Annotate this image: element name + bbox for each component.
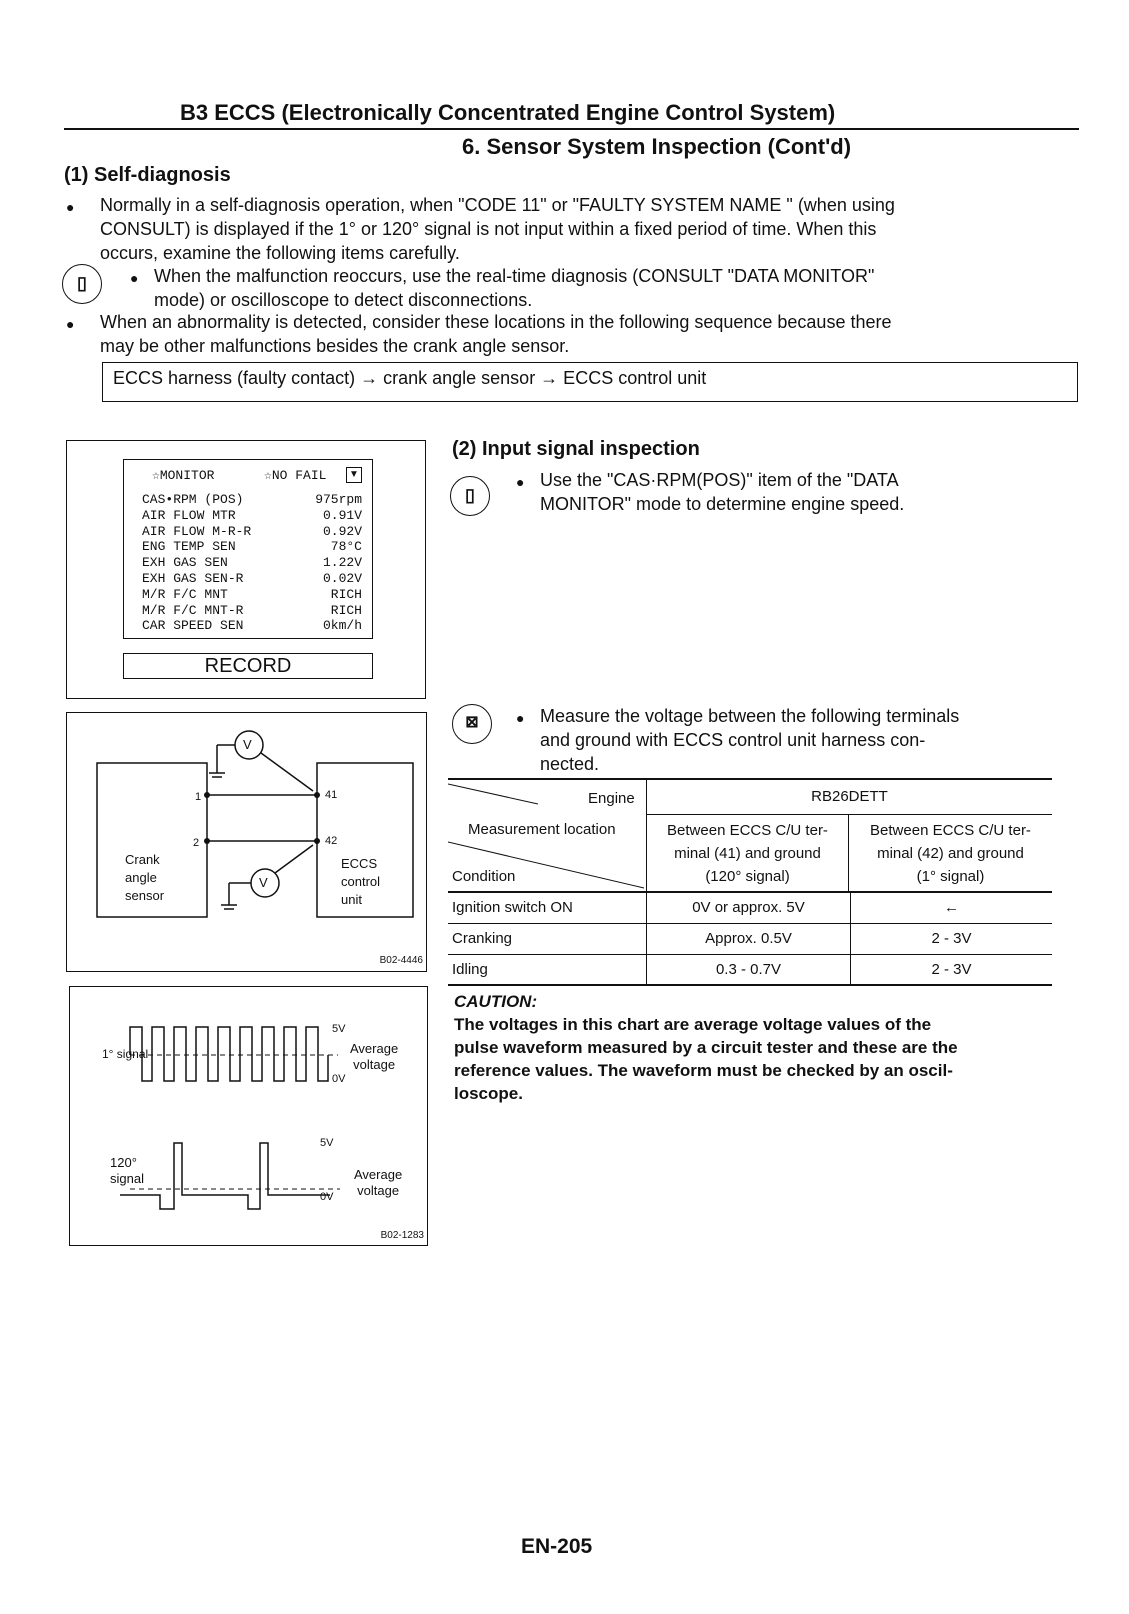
v5-label-120: 5V	[320, 1137, 334, 1149]
bullet-icon: ●	[516, 474, 525, 490]
row-condition: Idling	[448, 954, 647, 985]
pin41-label: 41	[325, 789, 338, 801]
bullet1-line2: CONSULT) is displayed if the 1° or 120° signal is not input within a fixed period of time. When this	[100, 219, 877, 239]
monitor-screen	[123, 459, 373, 639]
meter-bottom-label: V	[259, 875, 268, 890]
col42-l2: minal (42) and ground	[877, 845, 1024, 862]
section-title: 6. Sensor System Inspection (Cont'd)	[462, 134, 852, 159]
v5-label-1: 5V	[332, 1023, 346, 1035]
monitor-row-value: RICH	[330, 602, 362, 618]
monitor-row-label: CAS•RPM (POS)	[142, 492, 244, 507]
monitor-row-value: 0.91V	[322, 507, 362, 523]
v0-label-120: 0V	[320, 1191, 334, 1203]
signal-120deg-wave	[120, 1143, 330, 1209]
input-line1: Use the "CAS·RPM(POS)" item of the "DATA	[540, 470, 899, 490]
measurement-label: Measurement location	[468, 821, 616, 838]
row-v41: 0V or approx. 5V	[647, 892, 851, 923]
bullet2-line1: When an abnormality is detected, consider these locations in the following sequence because there	[100, 312, 892, 332]
monitor-row-label: EXH GAS SEN-R	[142, 570, 244, 586]
monitor-row	[142, 508, 362, 524]
pin1-label: 1	[195, 791, 202, 803]
row-v41: Approx. 0.5V	[647, 923, 851, 954]
header-right	[647, 780, 1053, 892]
average-word-1: Average	[350, 1041, 399, 1056]
col41-header	[647, 815, 849, 891]
document-title: B3 ECCS (Electronically Concentrated Engine Control System)	[180, 100, 836, 125]
monitor-row	[142, 539, 362, 555]
voltage-table	[448, 780, 1052, 986]
engine-label: Engine	[588, 790, 635, 807]
waveform-svg	[70, 987, 426, 1243]
scroll-down-icon: ▼	[346, 467, 362, 483]
monitor-figure	[66, 440, 426, 699]
monitor-header-left: ☆MONITOR	[152, 468, 215, 483]
measure-text	[540, 704, 1050, 776]
waveform-figure	[69, 986, 428, 1246]
sig120-deg: 120°	[110, 1155, 137, 1170]
pin41-dot	[314, 792, 320, 798]
monitor-header-right: ☆NO FAIL	[264, 468, 327, 483]
row-condition: Cranking	[448, 923, 647, 954]
sig120-word: signal	[110, 1171, 144, 1186]
no-consult-icon: ⊠	[452, 704, 492, 744]
sub-line1: When the malfunction reoccurs, use the real-time diagnosis (CONSULT "DATA MONITOR"	[154, 266, 875, 286]
bullet-icon: ●	[516, 710, 525, 726]
angle-word: angle	[125, 870, 157, 885]
monitor-row-label: ENG TEMP SEN	[142, 539, 236, 555]
pin1-dot	[204, 792, 210, 798]
input-signal-text	[540, 468, 1050, 516]
sub-line2: mode) or oscilloscope to detect disconnections.	[154, 290, 533, 310]
monitor-row-label: M/R F/C MNT	[142, 586, 228, 602]
bullet1-line1: Normally in a self-diagnosis operation, when "CODE 11" or "FAULTY SYSTEM NAME " (when using	[100, 195, 895, 215]
caution-line2: pulse waveform measured by a circuit tester and these are the	[454, 1038, 958, 1057]
probe-bottom	[275, 845, 313, 873]
voltage-table-wrap	[448, 778, 1052, 986]
pin2-dot	[204, 838, 210, 844]
col41-l2: minal (41) and ground	[674, 845, 821, 862]
col41-l3: (120° signal)	[705, 868, 790, 885]
voltage-word-120: voltage	[357, 1183, 400, 1198]
monitor-rows	[142, 492, 362, 634]
page-number: EN-205	[521, 1535, 593, 1558]
table-row	[448, 923, 1052, 954]
record-button: RECORD	[123, 653, 373, 679]
row-v42: 2 - 3V	[851, 923, 1053, 954]
figure-code: B02-1283	[380, 1230, 424, 1241]
bullet-icon: ●	[66, 199, 75, 215]
sub-bullet-text	[154, 264, 1054, 312]
crank-sensor-label	[125, 851, 164, 905]
consult-icon: ▯	[450, 476, 490, 516]
sensor-word: sensor	[125, 888, 165, 903]
sequence-box: ECCS harness (faulty contact) → crank angle sensor → ECCS control unit	[102, 362, 1078, 402]
column-headers	[647, 815, 1052, 891]
col41-l1: Between ECCS C/U ter-	[667, 822, 828, 839]
meter-top-label: V	[243, 737, 252, 752]
probe-top	[261, 753, 313, 791]
caution-title: CAUTION:	[454, 992, 538, 1011]
caution-block	[454, 990, 1054, 1105]
bullet2-text	[100, 310, 1070, 358]
bullet-icon: ●	[130, 270, 139, 286]
monitor-row-value: 0.02V	[322, 570, 362, 586]
monitor-row	[142, 618, 362, 634]
monitor-row	[142, 571, 362, 587]
monitor-row	[142, 555, 362, 571]
bullet2-line2: may be other malfunctions besides the crank angle sensor.	[100, 336, 570, 356]
engine-value: RB26DETT	[647, 780, 1052, 815]
row-v42: ←	[851, 892, 1053, 923]
pin2-label: 2	[193, 837, 200, 849]
monitor-row	[142, 492, 362, 508]
monitor-row	[142, 603, 362, 619]
monitor-row	[142, 587, 362, 603]
monitor-row-label: AIR FLOW MTR	[142, 507, 236, 523]
condition-label: Condition	[452, 868, 516, 885]
pin42-label: 42	[325, 835, 338, 847]
monitor-row-value: 1.22V	[322, 555, 362, 571]
table-row	[448, 954, 1052, 985]
row-condition: Ignition switch ON	[448, 892, 647, 923]
average-label-1	[350, 1041, 398, 1073]
control-word: control	[341, 874, 381, 889]
measure-line2: and ground with ECCS control unit harness con-	[540, 730, 926, 750]
caution-line3: reference values. The waveform must be checked by an oscil-	[454, 1061, 953, 1080]
monitor-row-label: EXH GAS SEN	[142, 555, 228, 571]
row-v41: 0.3 - 0.7V	[647, 954, 851, 985]
eccs-word: ECCS	[341, 856, 378, 871]
monitor-row-label: M/R F/C MNT-R	[142, 602, 244, 618]
monitor-row-value: RICH	[330, 586, 362, 602]
input-signal-heading: (2) Input signal inspection	[452, 438, 700, 460]
monitor-row-value: 0km/h	[322, 618, 362, 634]
col42-l1: Between ECCS C/U ter-	[870, 822, 1031, 839]
bullet-icon: ●	[66, 316, 75, 332]
bullet1-text	[100, 193, 1060, 265]
monitor-row-value: 0.92V	[322, 523, 362, 539]
monitor-row-value: 975rpm	[315, 492, 362, 507]
input-line2: MONITOR" mode to determine engine speed.	[540, 494, 905, 514]
sig1-label: 1° signal	[102, 1047, 149, 1061]
measure-line1: Measure the voltage between the following terminals	[540, 706, 960, 726]
crank-word: Crank	[125, 852, 160, 867]
caution-line1: The voltages in this chart are average voltage values of the	[454, 1015, 932, 1034]
caution-line4: loscope.	[454, 1084, 523, 1103]
monitor-row-label: AIR FLOW M-R-R	[142, 523, 252, 539]
row-v42: 2 - 3V	[851, 954, 1053, 985]
pin42-dot	[314, 838, 320, 844]
signal-1deg-wave	[130, 1027, 328, 1081]
col42-header	[849, 815, 1052, 891]
col42-l3: (1° signal)	[916, 868, 985, 885]
sig120-label	[110, 1155, 144, 1187]
figure-code: B02-4446	[379, 955, 423, 966]
table-row	[448, 892, 1052, 923]
average-label-120	[354, 1167, 402, 1199]
bullet1-line3: occurs, examine the following items carefully.	[100, 243, 460, 263]
average-word-120: Average	[354, 1167, 403, 1182]
self-diagnosis-heading: (1) Self-diagnosis	[64, 164, 231, 186]
monitor-row-label: CAR SPEED SEN	[142, 618, 244, 634]
header-rule	[64, 128, 1079, 130]
diagonal-header-cell	[448, 780, 647, 892]
consult-icon: ▯	[62, 264, 102, 304]
circuit-diagram	[66, 712, 427, 972]
voltage-word-1: voltage	[353, 1057, 396, 1072]
monitor-row	[142, 524, 362, 540]
eccs-unit-label	[341, 855, 380, 909]
monitor-row-value: 78°C	[330, 539, 362, 555]
measure-line3: nected.	[540, 754, 600, 774]
v0-label-1: 0V	[332, 1073, 346, 1085]
unit-word: unit	[341, 892, 362, 907]
